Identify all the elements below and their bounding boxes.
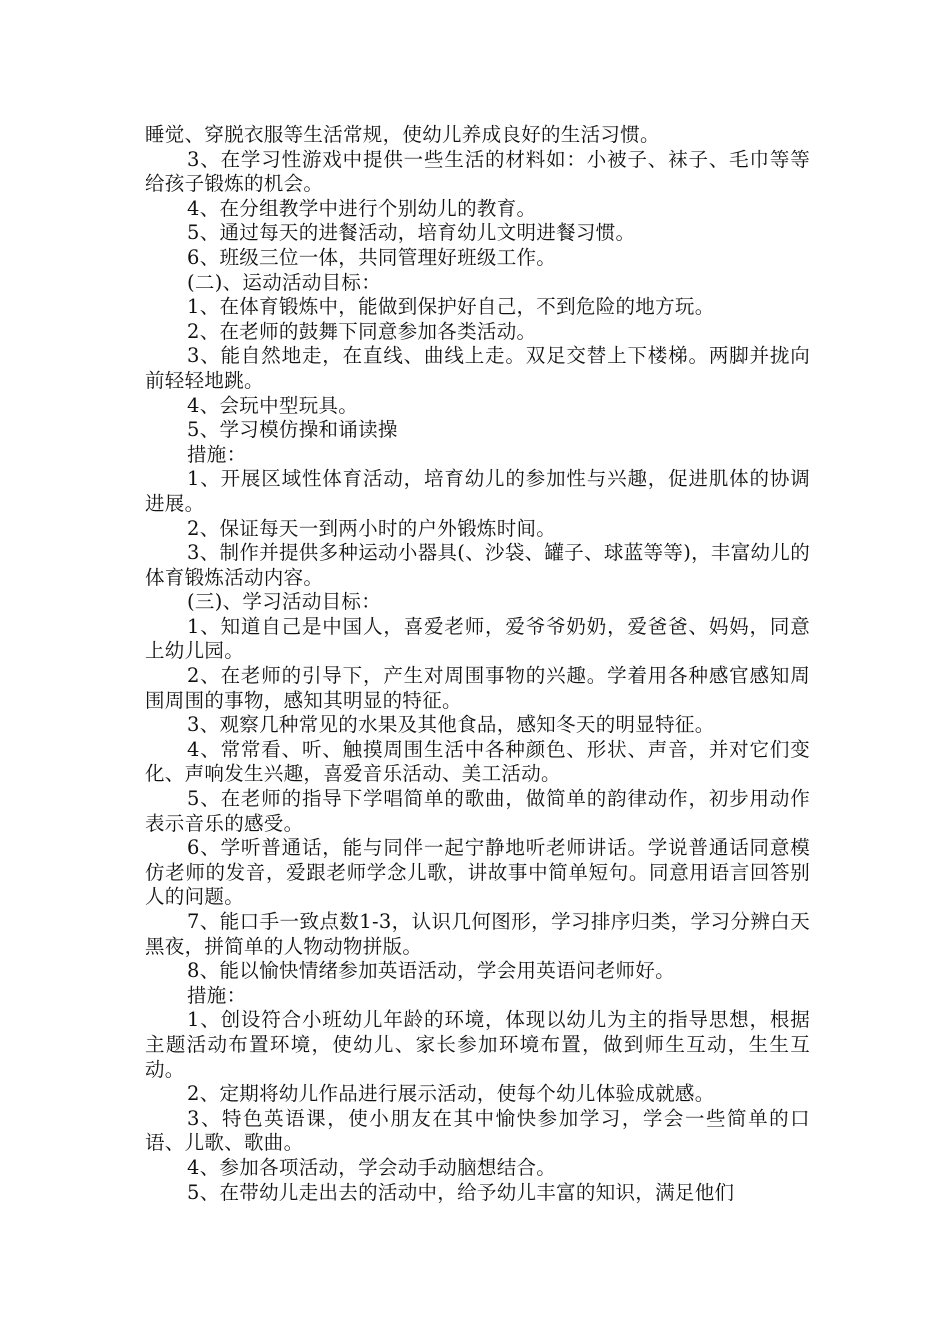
paragraph: 6、学听普通话，能与同伴一起宁静地听老师讲话。学说普通话同意模仿老师的发音，爱跟老师学念儿歌，讲故事中简单短句。同意用语言回答别人的问题。 xyxy=(145,836,810,909)
paragraph: 3、在学习性游戏中提供一些生活的材料如：小被子、袜子、毛巾等等给孩子锻炼的机会。 xyxy=(145,147,810,196)
section-heading: (三)、学习活动目标： xyxy=(187,590,382,614)
measures-heading: 措施： xyxy=(187,442,247,466)
paragraph: 2、定期将幼儿作品进行展示活动，使每个幼儿体验成就感。 xyxy=(187,1082,715,1106)
paragraph: 5、通过每天的进餐活动，培育幼儿文明进餐习惯。 xyxy=(187,221,636,245)
paragraph: 3、制作并提供多种运动小器具(、沙袋、罐子、球蓝等等)，丰富幼儿的体育锻炼活动内容。 xyxy=(145,541,810,589)
paragraph: 5、学习模仿操和诵读操 xyxy=(187,418,398,442)
paragraph: 2、在老师的鼓舞下同意参加各类活动。 xyxy=(187,319,537,343)
paragraph: 5、在带幼儿走出去的活动中，给予幼儿丰富的知识，满足他们 xyxy=(187,1180,735,1204)
paragraph: 睡觉、穿脱衣服等生活常规，使幼儿养成良好的生活习惯。 xyxy=(145,123,660,146)
paragraph: 1、知道自己是中国人，喜爱老师，爱爷爷奶奶，爱爸爸、妈妈，同意上幼儿园。 xyxy=(145,614,810,663)
paragraph: 4、在分组教学中进行个别幼儿的教育。 xyxy=(187,196,537,220)
paragraph: 4、会玩中型玩具。 xyxy=(187,393,359,417)
measures-heading: 措施： xyxy=(187,983,247,1007)
paragraph: 7、能口手一致点数1-3，认识几何图形，学习排序归类，学习分辨白天黑夜，拼简单的人物动物拼版。 xyxy=(145,910,810,958)
paragraph: 4、参加各项活动，学会动手动脑想结合。 xyxy=(187,1155,557,1179)
paragraph: 2、在老师的引导下，产生对周围事物的兴趣。学着用各种感官感知周围周围的事物，感知其明显的特征。 xyxy=(145,664,810,712)
paragraph: 8、能以愉快情绪参加英语活动，学会用英语问老师好。 xyxy=(187,959,675,983)
section-heading: (二)、运动活动目标： xyxy=(187,270,382,294)
paragraph: 2、保证每天一到两小时的户外锻炼时间。 xyxy=(187,516,557,540)
paragraph: 4、常常看、听、触摸周围生活中各种颜色、形状、声音，并对它们变化、声响发生兴趣，喜爱音乐活动、美工活动。 xyxy=(145,737,810,786)
paragraph: 3、特色英语课，使小朋友在其中愉快参加学习，学会一些简单的口语、儿歌、歌曲。 xyxy=(145,1106,810,1155)
paragraph: 1、开展区域性体育活动，培育幼儿的参加性与兴趣，促进肌体的协调进展。 xyxy=(145,467,810,515)
paragraph: 3、能自然地走，在直线、曲线上走。双足交替上下楼梯。两脚并拢向前轻轻地跳。 xyxy=(145,344,810,392)
paragraph: 1、在体育锻炼中，能做到保护好自己，不到危险的地方玩。 xyxy=(187,295,715,319)
paragraph: 3、观察几种常见的水果及其他食品，感知冬天的明显特征。 xyxy=(187,713,715,737)
paragraph: 6、班级三位一体，共同管理好班级工作。 xyxy=(187,245,557,269)
paragraph: 5、在老师的指导下学唱简单的歌曲，做简单的韵律动作，初步用动作表示音乐的感受。 xyxy=(145,787,810,835)
document-body xyxy=(145,123,810,1205)
paragraph: 1、创设符合小班幼儿年龄的环境，体现以幼儿为主的指导思想，根据主题活动布置环境，使幼儿、家长参加环境布置，做到师生互动，生生互动。 xyxy=(145,1008,810,1081)
